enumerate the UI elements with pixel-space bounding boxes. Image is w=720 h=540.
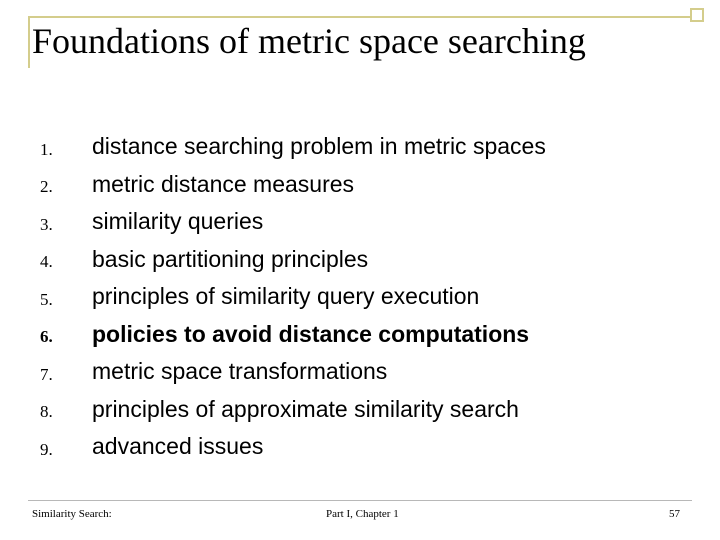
list-item-number: 6. [40, 327, 53, 347]
list-item-text-highlighted: policies to avoid distance computations [92, 320, 530, 347]
list-item-text: distance searching problem in metric spaces [92, 133, 546, 160]
list-item [40, 278, 546, 316]
list-item-number: 5. [40, 289, 53, 309]
list-item [40, 428, 546, 466]
list-item-number: 7. [40, 364, 53, 384]
list-item [40, 166, 546, 204]
list-item-number: 1. [40, 139, 53, 159]
list-item-text: similarity queries [92, 208, 264, 235]
list-item-text: metric distance measures [92, 170, 355, 197]
list-item-number: 3. [40, 214, 53, 234]
list-item-text: principles of similarity query execution [92, 283, 480, 310]
list-item [40, 128, 546, 166]
frame-top-line [28, 16, 692, 18]
footer-course-title: Similarity Search: [32, 508, 112, 520]
list-item-text: metric space transformations [92, 358, 388, 385]
topic-list [40, 128, 546, 466]
list-item-number: 4. [40, 252, 53, 272]
list-item [40, 203, 546, 241]
frame-left-line [28, 16, 30, 68]
slide-title: Foundations of metric space searching [32, 21, 586, 61]
list-item [40, 316, 546, 354]
list-item-text: advanced issues [92, 433, 264, 460]
footer-divider [28, 500, 692, 501]
list-item [40, 353, 546, 391]
list-item [40, 391, 546, 429]
list-item-number: 9. [40, 439, 53, 459]
list-item [40, 241, 546, 279]
list-item-text: principles of approximate similarity search [92, 395, 519, 422]
page-number: 57 [669, 508, 680, 520]
list-item-text: basic partitioning principles [92, 245, 369, 272]
list-item-number: 2. [40, 177, 53, 197]
corner-square-icon [690, 8, 704, 22]
footer-chapter: Part I, Chapter 1 [326, 508, 399, 520]
list-item-number: 8. [40, 402, 53, 422]
